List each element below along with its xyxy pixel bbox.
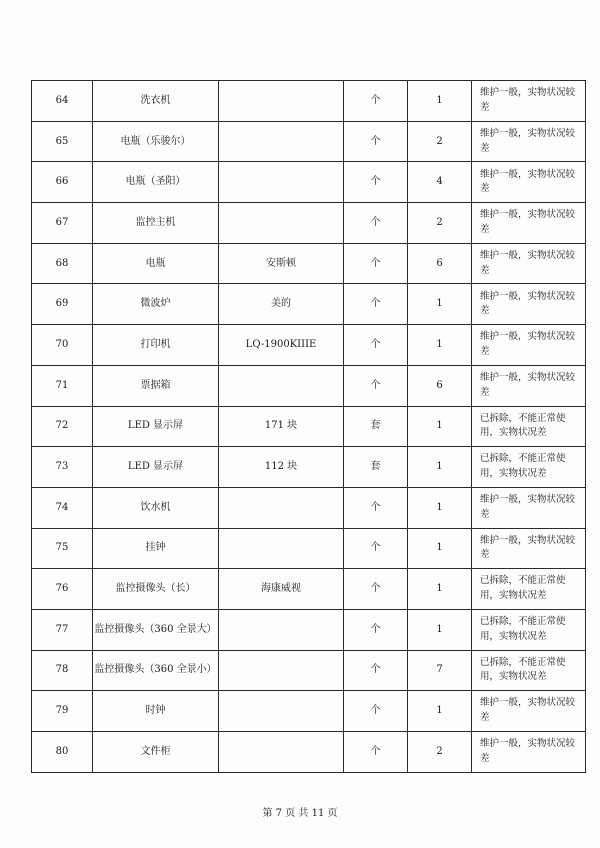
item-quantity-cell xyxy=(408,732,472,773)
asset-inventory-table xyxy=(31,80,586,773)
item-model-cell xyxy=(219,162,344,203)
row-number-cell xyxy=(32,243,93,284)
item-condition-note-cell xyxy=(472,162,586,203)
item-condition-note-cell xyxy=(472,528,586,569)
item-quantity-cell xyxy=(408,325,472,366)
row-number-cell xyxy=(32,609,93,650)
item-name-cell xyxy=(93,81,219,122)
item-condition-note-cell xyxy=(472,609,586,650)
item-model: 171 块 xyxy=(264,420,298,432)
row-number: 70 xyxy=(55,338,69,350)
item-model: 海康威视 xyxy=(261,583,301,595)
item-condition-note: 已拆除，不能正常使用，实物状况差 xyxy=(480,453,566,480)
item-condition-note-cell xyxy=(472,406,586,447)
row-number-cell xyxy=(32,284,93,325)
item-name: 洗衣机 xyxy=(140,94,171,106)
item-quantity: 2 xyxy=(436,135,443,147)
item-condition-note: 已拆除，不能正常使用，实物状况差 xyxy=(480,656,566,683)
item-unit: 套 xyxy=(370,461,381,473)
row-number: 80 xyxy=(55,745,69,757)
item-unit: 个 xyxy=(370,379,381,391)
table-row xyxy=(32,162,586,203)
item-quantity-cell xyxy=(408,691,472,732)
table-row xyxy=(32,284,586,325)
item-condition-note-cell xyxy=(472,732,586,773)
item-name-cell xyxy=(93,203,219,244)
item-unit-cell xyxy=(344,487,408,528)
item-unit: 个 xyxy=(370,664,381,676)
item-name: 文件柜 xyxy=(140,745,171,757)
item-condition-note-cell xyxy=(472,121,586,162)
row-number: 78 xyxy=(55,664,69,676)
row-number: 76 xyxy=(55,583,69,595)
item-condition-note: 维护一般，实物状况较差 xyxy=(480,249,576,276)
item-quantity-cell xyxy=(408,406,472,447)
item-unit: 个 xyxy=(370,705,381,717)
item-unit: 个 xyxy=(370,745,381,757)
row-number: 64 xyxy=(55,94,69,106)
item-name: LED 显示屏 xyxy=(127,420,184,432)
item-name-cell xyxy=(93,365,219,406)
item-condition-note-cell xyxy=(472,447,586,488)
row-number: 65 xyxy=(55,135,69,147)
table-row xyxy=(32,487,586,528)
item-unit-cell xyxy=(344,732,408,773)
item-unit: 套 xyxy=(370,420,381,432)
item-model-cell xyxy=(219,569,344,610)
item-quantity: 4 xyxy=(436,176,443,188)
item-condition-note-cell xyxy=(472,203,586,244)
row-number-cell xyxy=(32,81,93,122)
item-quantity-cell xyxy=(408,203,472,244)
item-quantity-cell xyxy=(408,650,472,691)
item-quantity: 1 xyxy=(436,94,443,106)
item-quantity: 2 xyxy=(436,216,443,228)
item-name: 票据箱 xyxy=(140,379,171,391)
item-quantity-cell xyxy=(408,243,472,284)
table-row xyxy=(32,732,586,773)
row-number-cell xyxy=(32,650,93,691)
table-row xyxy=(32,650,586,691)
item-condition-note: 维护一般，实物状况较差 xyxy=(480,168,576,195)
item-unit: 个 xyxy=(370,501,381,513)
item-quantity: 1 xyxy=(436,461,443,473)
item-quantity: 1 xyxy=(436,420,443,432)
item-quantity-cell xyxy=(408,121,472,162)
item-quantity-cell xyxy=(408,284,472,325)
row-number: 68 xyxy=(55,257,69,269)
item-quantity: 6 xyxy=(436,379,443,391)
item-name: 微波炉 xyxy=(140,298,171,310)
row-number-cell xyxy=(32,732,93,773)
row-number: 72 xyxy=(55,420,69,432)
table-row xyxy=(32,365,586,406)
item-condition-note-cell xyxy=(472,81,586,122)
item-model-cell xyxy=(219,732,344,773)
item-condition-note-cell xyxy=(472,325,586,366)
item-model-cell xyxy=(219,325,344,366)
item-unit-cell xyxy=(344,203,408,244)
item-name-cell xyxy=(93,732,219,773)
item-condition-note: 维护一般，实物状况较差 xyxy=(480,697,576,724)
item-name: 电瓶（圣阳） xyxy=(125,176,186,188)
row-number-cell xyxy=(32,406,93,447)
item-condition-note: 已拆除，不能正常使用，实物状况差 xyxy=(480,616,566,642)
item-unit-cell xyxy=(344,81,408,122)
item-condition-note-cell xyxy=(472,569,586,610)
item-unit: 个 xyxy=(370,542,381,554)
row-number: 71 xyxy=(55,379,69,391)
item-name: 打印机 xyxy=(140,338,171,350)
item-quantity-cell xyxy=(408,365,472,406)
row-number: 77 xyxy=(55,623,69,635)
item-unit-cell xyxy=(344,691,408,732)
item-model-cell xyxy=(219,365,344,406)
table-row xyxy=(32,406,586,447)
item-name-cell xyxy=(93,447,219,488)
item-quantity: 1 xyxy=(436,583,443,595)
row-number-cell xyxy=(32,203,93,244)
item-condition-note: 已拆除，不能正常使用，实物状况差 xyxy=(480,575,566,602)
item-name-cell xyxy=(93,121,219,162)
table-row xyxy=(32,569,586,610)
item-name: 监控摄像头（360 全景小） xyxy=(94,664,217,676)
item-condition-note: 维护一般，实物状况较差 xyxy=(480,331,576,357)
item-name: 监控主机 xyxy=(135,216,176,228)
row-number-cell xyxy=(32,121,93,162)
item-model-cell xyxy=(219,650,344,691)
item-unit-cell xyxy=(344,609,408,650)
row-number-cell xyxy=(32,691,93,732)
item-name-cell xyxy=(93,650,219,691)
item-name-cell xyxy=(93,569,219,610)
item-condition-note: 已拆除，不能正常使用，实物状况差 xyxy=(480,412,566,439)
table-row xyxy=(32,81,586,122)
table-row xyxy=(32,203,586,244)
item-quantity: 2 xyxy=(436,745,443,757)
item-condition-note-cell xyxy=(472,691,586,732)
item-quantity-cell xyxy=(408,528,472,569)
item-unit-cell xyxy=(344,528,408,569)
item-condition-note-cell xyxy=(472,243,586,284)
item-condition-note: 维护一般，实物状况较差 xyxy=(480,87,576,113)
table-row xyxy=(32,528,586,569)
item-name-cell xyxy=(93,325,219,366)
item-condition-note-cell xyxy=(472,365,586,406)
item-quantity-cell xyxy=(408,609,472,650)
item-name: 电瓶 xyxy=(145,257,166,269)
item-condition-note: 维护一般，实物状况较差 xyxy=(480,127,576,154)
item-unit-cell xyxy=(344,365,408,406)
item-quantity-cell xyxy=(408,81,472,122)
item-name: 监控摄像头（长） xyxy=(115,583,196,595)
item-quantity-cell xyxy=(408,487,472,528)
item-condition-note: 维护一般，实物状况较差 xyxy=(480,371,576,398)
item-model-cell xyxy=(219,243,344,284)
item-model-cell xyxy=(219,487,344,528)
item-name-cell xyxy=(93,528,219,569)
item-name-cell xyxy=(93,162,219,203)
item-model-cell xyxy=(219,406,344,447)
item-unit-cell xyxy=(344,162,408,203)
item-name: 饮水机 xyxy=(140,501,171,513)
row-number: 79 xyxy=(55,705,69,717)
item-model: 112 块 xyxy=(264,461,298,473)
row-number-cell xyxy=(32,528,93,569)
item-name: 监控摄像头（360 全景大） xyxy=(94,623,217,635)
item-quantity-cell xyxy=(408,569,472,610)
item-model-cell xyxy=(219,528,344,569)
item-unit-cell xyxy=(344,406,408,447)
item-name: 挂钟 xyxy=(145,542,166,554)
row-number-cell xyxy=(32,365,93,406)
item-model: LQ-1900KIIIE xyxy=(245,338,317,350)
item-unit: 个 xyxy=(370,338,381,350)
row-number: 67 xyxy=(55,216,69,228)
item-model-cell xyxy=(219,121,344,162)
row-number: 66 xyxy=(55,176,69,188)
item-unit-cell xyxy=(344,284,408,325)
item-unit-cell xyxy=(344,569,408,610)
item-condition-note: 维护一般，实物状况较差 xyxy=(480,290,576,317)
item-model-cell xyxy=(219,203,344,244)
row-number: 75 xyxy=(55,542,69,554)
row-number-cell xyxy=(32,162,93,203)
item-condition-note: 维护一般，实物状况较差 xyxy=(480,738,576,764)
row-number-cell xyxy=(32,447,93,488)
row-number: 69 xyxy=(55,298,69,310)
item-unit: 个 xyxy=(370,216,381,228)
item-quantity: 1 xyxy=(436,705,443,717)
item-unit: 个 xyxy=(370,257,381,269)
row-number-cell xyxy=(32,325,93,366)
item-unit-cell xyxy=(344,650,408,691)
item-name: 时钟 xyxy=(145,705,166,717)
item-condition-note: 维护一般，实物状况较差 xyxy=(480,494,576,520)
item-name-cell xyxy=(93,243,219,284)
item-unit: 个 xyxy=(370,583,381,595)
item-unit-cell xyxy=(344,325,408,366)
item-quantity: 1 xyxy=(436,623,443,635)
asset-table-body xyxy=(32,81,586,773)
item-model-cell xyxy=(219,284,344,325)
item-name: LED 显示屏 xyxy=(127,461,184,473)
item-quantity: 1 xyxy=(436,542,443,554)
item-name-cell xyxy=(93,406,219,447)
item-quantity: 6 xyxy=(436,257,443,269)
item-unit-cell xyxy=(344,243,408,284)
item-name: 电瓶（乐骏尔） xyxy=(120,135,191,147)
row-number-cell xyxy=(32,487,93,528)
item-quantity-cell xyxy=(408,447,472,488)
item-condition-note-cell xyxy=(472,284,586,325)
item-name-cell xyxy=(93,284,219,325)
table-row xyxy=(32,447,586,488)
table-row xyxy=(32,121,586,162)
table-row xyxy=(32,691,586,732)
item-name-cell xyxy=(93,487,219,528)
item-unit: 个 xyxy=(370,298,381,310)
item-model-cell xyxy=(219,81,344,122)
item-quantity: 1 xyxy=(436,298,443,310)
item-model: 美的 xyxy=(271,298,291,310)
item-quantity: 1 xyxy=(436,501,443,513)
item-model: 安斯顿 xyxy=(266,257,296,269)
item-condition-note-cell xyxy=(472,487,586,528)
item-name-cell xyxy=(93,691,219,732)
item-condition-note: 维护一般，实物状况较差 xyxy=(480,534,576,561)
item-unit-cell xyxy=(344,121,408,162)
item-unit-cell xyxy=(344,447,408,488)
item-model-cell xyxy=(219,691,344,732)
item-quantity-cell xyxy=(408,162,472,203)
item-unit: 个 xyxy=(370,135,381,147)
item-quantity: 7 xyxy=(436,664,443,676)
row-number: 74 xyxy=(55,501,69,513)
table-row xyxy=(32,243,586,284)
item-condition-note: 维护一般，实物状况较差 xyxy=(480,209,576,235)
table-row xyxy=(32,609,586,650)
item-model-cell xyxy=(219,609,344,650)
item-name-cell xyxy=(93,609,219,650)
page-number-footer: 第 7 页 共 11 页 xyxy=(262,808,338,819)
table-row xyxy=(32,325,586,366)
item-condition-note-cell xyxy=(472,650,586,691)
row-number-cell xyxy=(32,569,93,610)
row-number: 73 xyxy=(55,461,69,473)
item-unit: 个 xyxy=(370,623,381,635)
item-quantity: 1 xyxy=(436,338,443,350)
item-unit: 个 xyxy=(370,176,381,188)
item-model-cell xyxy=(219,447,344,488)
item-unit: 个 xyxy=(370,94,381,106)
